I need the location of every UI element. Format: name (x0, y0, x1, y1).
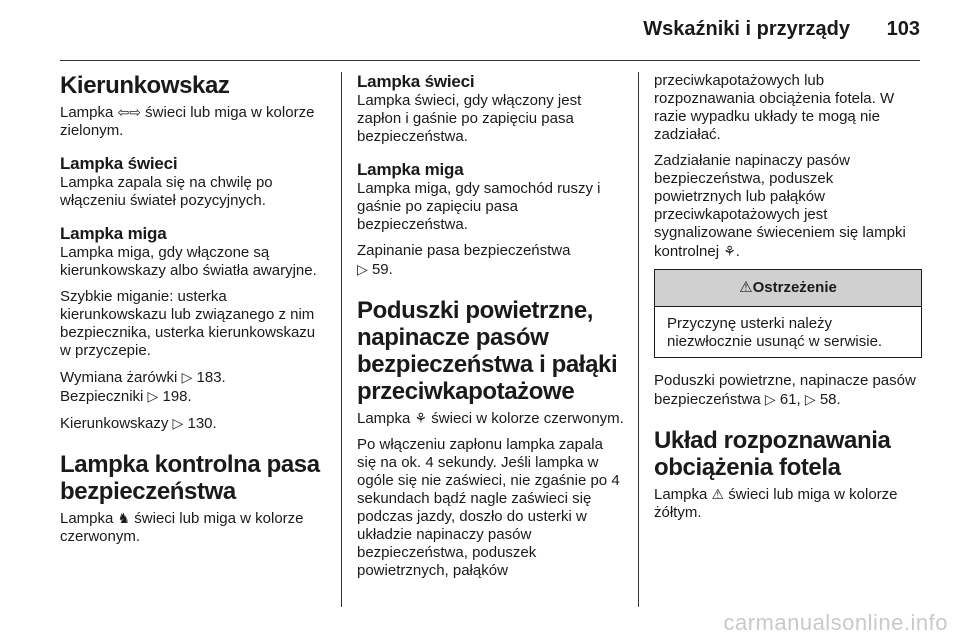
text: Lampka (357, 410, 415, 427)
text: Zapinanie pasa bezpieczeństwa (357, 242, 571, 259)
paragraph (357, 409, 625, 428)
seatbelt-icon: ♞ (117, 510, 131, 526)
paragraph: Lampka miga, gdy samochód ruszy i gaśnie po zapięciu pasa bezpieczeństwa. (357, 180, 601, 233)
heading-lampka-miga: Lampka miga (357, 160, 464, 179)
heading-pasy: Lampka kontrolna pasa bezpieczeństwa (60, 451, 320, 505)
column-2 (357, 72, 625, 594)
text: Poduszki powietrzne, napinacze pasów bezpieczeństwa (654, 372, 916, 408)
airbag-icon: ⚘ (723, 243, 736, 259)
text: 58. (815, 391, 841, 408)
warning-body: Przyczynę usterki należy niezwłocznie usunąć w serwisie. (667, 315, 883, 350)
reference-link[interactable] (60, 369, 226, 386)
section-lampka-miga (60, 224, 328, 433)
seat-sensor-icon: ⚠ (711, 486, 725, 502)
text: Kierunkowskazy (60, 415, 173, 432)
text: świeci lub miga w kolorze czerwonym. (60, 510, 304, 545)
ref-arrow-icon: ▷ (147, 388, 159, 404)
column-1 (60, 72, 328, 560)
column-3 (654, 72, 922, 536)
reference-link[interactable] (60, 388, 192, 405)
paragraph (60, 509, 328, 546)
text: 61, (775, 391, 805, 408)
warning-header (655, 270, 921, 307)
text: . (735, 243, 740, 260)
paragraph: Szybkie miganie: usterka kierunkowskazu lub związanego z nim bezpiecznika, usterka kierunkowskazu w przyczepie. (60, 288, 316, 359)
header-divider (60, 60, 920, 61)
paragraph (60, 103, 328, 140)
text: 198. (158, 388, 192, 405)
ref-arrow-icon: ▷ (172, 415, 184, 431)
text: świeci w kolorze czerwonym. (427, 410, 624, 427)
text: świeci lub miga w kolorze zielonym. (60, 104, 315, 139)
heading-kierunkowskaz: Kierunkowskaz (60, 72, 230, 99)
text: Lampka (60, 510, 118, 527)
text: Lampka (654, 486, 712, 503)
column-divider-2 (638, 72, 639, 607)
text: 183. (192, 369, 226, 386)
page-number: 103 (886, 18, 920, 40)
paragraph: Lampka świeci, gdy włączony jest zapłon i gaśnie po zapięciu pasa bezpieczeństwa. (357, 92, 582, 145)
ref-arrow-icon: ▷ (804, 391, 816, 407)
section-fotel (654, 427, 922, 522)
section-lampka-miga-2 (357, 160, 625, 279)
turn-signal-icon: ⇦⇨ (117, 104, 142, 120)
heading-poduszki: Poduszki powietrzne, napinacze pasów bezpieczeństwa i pałąki przeciwkapotażowe (357, 297, 618, 405)
heading-lampka-swieci: Lampka świeci (357, 72, 475, 91)
reference-link[interactable] (60, 414, 328, 433)
heading-lampka-miga: Lampka miga (60, 224, 167, 243)
warning-triangle-icon: ⚠ (739, 279, 753, 296)
header-title: Wskaźniki i przyrządy (643, 18, 850, 40)
reference-link[interactable] (357, 242, 625, 279)
paragraph (654, 485, 922, 522)
reference-link[interactable] (654, 372, 922, 409)
section-kierunkowskaz (60, 72, 328, 140)
column-divider-1 (341, 72, 342, 607)
reference-list (60, 368, 328, 406)
ref-arrow-icon: ▷ (764, 391, 776, 407)
paragraph: przeciwkapotażowych lub rozpoznawania obciążenia fotela. W razie wypadku układy te mogą nie zadziałać. (654, 72, 895, 143)
ref-arrow-icon: ▷ (181, 369, 193, 385)
section-poduszki (357, 297, 625, 580)
text: Zadziałanie napinaczy pasów bezpieczeństwa, poduszek powietrznych lub pałąków przeciwkapotażowych jest sygnalizowane świeceniem się lampki kontrolnej (654, 152, 906, 260)
paragraph: Po włączeniu zapłonu lampka zapala się na ok. 4 sekundy. Jeśli lampka w ogóle się nie zaświeci, nie zgaśnie po 4 sekundach bądź nagle zaświeci się podczas jazdy, doszło do usterki w układzie napinaczy pasów bezpieczeństwa, poduszek powietrznych, pałąków (357, 436, 620, 579)
text: Bezpieczniki (60, 388, 148, 405)
warning-box (654, 269, 922, 358)
airbag-icon: ⚘ (414, 410, 428, 426)
watermark: carmanualsonline.info (723, 610, 948, 635)
ref-arrow-icon: ▷ (357, 261, 368, 277)
section-lampka-swieci-2 (357, 72, 625, 146)
text: Lampka (60, 104, 118, 121)
heading-fotel: Układ rozpoznawania obciążenia fotela (654, 427, 891, 481)
heading-lampka-swieci: Lampka świeci (60, 154, 178, 173)
text: świeci lub miga w kolorze żółtym. (654, 486, 898, 521)
text: 59. (367, 261, 393, 278)
section-lampka-swieci (60, 154, 328, 210)
page-header (0, 0, 960, 60)
paragraph: Lampka zapala się na chwilę po włączeniu świateł pozycyjnych. (60, 174, 273, 209)
text: 130. (183, 415, 217, 432)
text: Wymiana żarówki (60, 369, 182, 386)
paragraph: Lampka miga, gdy włączone są kierunkowskazy albo światła awaryjne. (60, 244, 317, 279)
paragraph (654, 152, 922, 261)
section-pasy (60, 451, 328, 546)
warning-title: Ostrzeżenie (752, 279, 837, 296)
